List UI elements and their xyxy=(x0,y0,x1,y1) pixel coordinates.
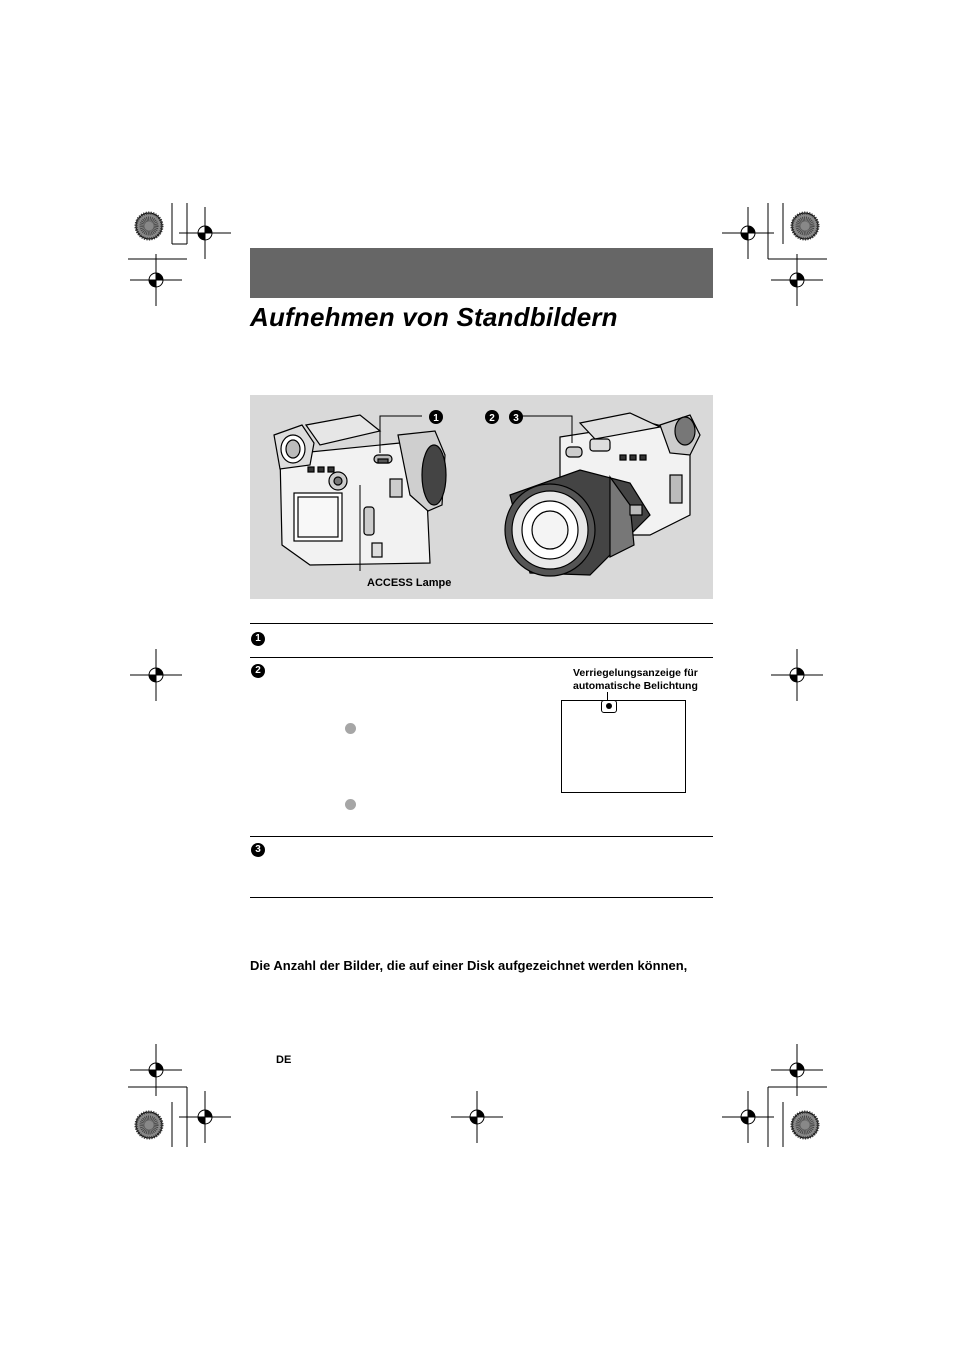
svg-text:1: 1 xyxy=(433,413,439,424)
svg-text:2: 2 xyxy=(489,413,495,424)
callout-1 xyxy=(429,410,443,424)
divider xyxy=(250,836,713,837)
bullet-icon xyxy=(345,799,356,810)
divider xyxy=(250,623,713,624)
divider xyxy=(250,657,713,658)
language-tag: DE xyxy=(276,1054,292,1066)
camera-front-view xyxy=(505,413,700,576)
leader-line xyxy=(607,692,608,700)
header-bar xyxy=(250,248,713,298)
bullet-icon xyxy=(345,723,356,734)
step-number-1: 1 xyxy=(251,632,265,646)
page-title: Aufnehmen von Standbildern xyxy=(250,302,618,332)
camera-illustration xyxy=(250,395,713,599)
callout-3 xyxy=(509,410,523,424)
step-number-3: 3 xyxy=(251,843,265,857)
access-lamp-label: ACCESS Lampe xyxy=(367,577,452,589)
svg-text:3: 3 xyxy=(513,413,519,424)
divider xyxy=(250,897,713,898)
lcd-screen-preview xyxy=(561,700,686,793)
section-heading: Die Anzahl der Bilder, die auf einer Disk aufgezeichnet werden können, xyxy=(250,958,688,973)
step-number-2: 2 xyxy=(251,664,265,678)
camera-figure xyxy=(250,395,713,599)
ae-lock-indicator-label: Verriegelungsanzeige für automatische Belichtung xyxy=(573,667,698,692)
callout-2 xyxy=(485,410,499,424)
ae-lock-icon xyxy=(601,700,617,713)
